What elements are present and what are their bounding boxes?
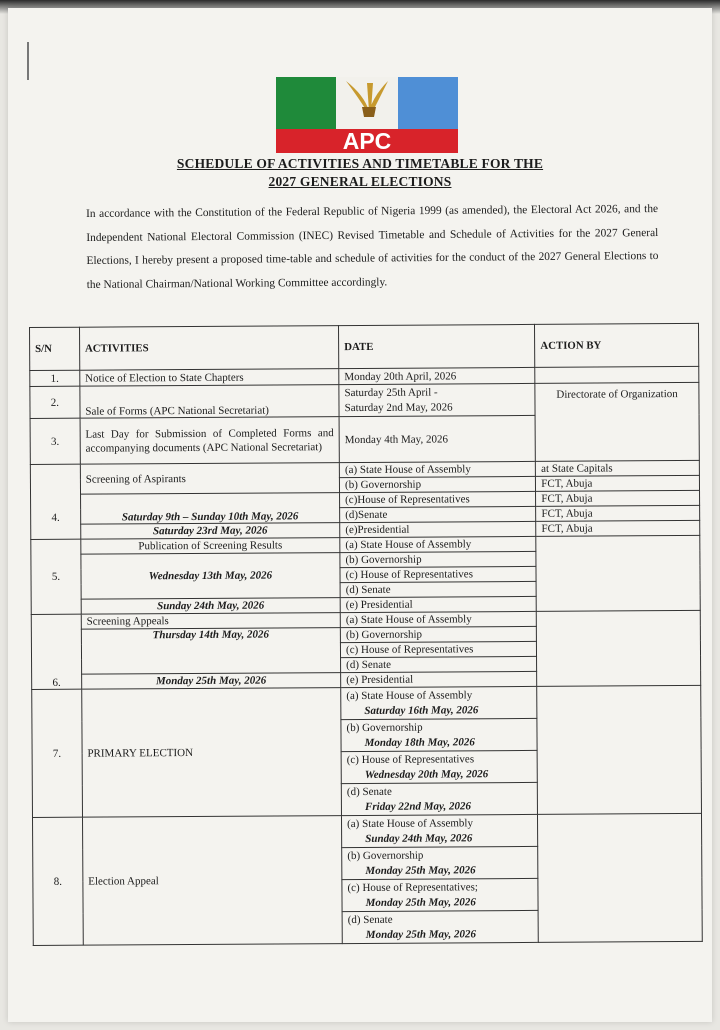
table-row: 7. PRIMARY ELECTION (a) State House of Assembly Saturday 16th May, 2026 [32,685,701,721]
header-activities: ACTIVITIES [79,326,339,371]
header-date: DATE [339,324,535,368]
table-row: 2. Sale of Forms (APC National Secretariat) Saturday 25th April - Saturday 2nd May, 2026 Directorate of Organization [30,382,699,418]
document-title-line2: 2027 GENERAL ELECTIONS [268,174,452,189]
document-title-line1: SCHEDULE OF ACTIVITIES AND TIMETABLE FOR THE [176,156,544,171]
table-header-row [30,323,699,370]
table-row: 1. Notice of Election to State Chapters Monday 20th April, 2026 [30,366,699,386]
svg-text:APC: APC [342,128,392,153]
schedule-table: S/N ACTIVITIES DATE ACTION BY 1. Notice of Election to State Chapters Monday 20th April, 2026 2. Sale of Forms (APC National Secretariat) Saturday 25th April - Saturday 2nd May, 2026 Directorate of Organization 3. Last Day for Submission of Completed Forms and accompanying documents (APC National Secretariat) Monday 4th May, 2026 4. Screening of Aspirants (a) State House of Assembly at State Capitals (b) Governorship FCT, Abuja Saturday 9th – Sunday 10th May, 2026 (c)House of Representatives FCT, Abuja (d)Senate FCT, Abuja Saturday 23rd May, 2026 (e)Presidential FCT, Abuja 5. Publication of Screening Results (a) State House of Assembly Wednesday 13th May, 2026 (b) Governorship (c) House of Representatives (d) Senate Sunday 24th May, 2026 (e) Presidential 6. Screening Appeals (a) State House of Assembly Thursday 14th May, 2026 (b) Governorship (c) House of Representatives (d) Senate Monday 25th May, 2026 (e) Presidential 7. PRIMARY ELECTION (a) State House of Assembly Saturday 16th May, 2026 (b) Governorship Monday 18th May, 2026 (c) House of Representatives Wednesday 20th May, 2026 (d) Senate Friday 22nd May, 2026 8. Election Appeal (a) State House of Assembly Sunday 24th May, 2026 (b) Governorship Monday 25th May, 2026 (c) House of Representatives; Monday 25th May, 2026 (d) Senate Monday 25th May, 2026 [29,323,703,946]
table-row: 5. Publication of Screening Results (a) State House of Assembly [31,535,700,554]
intro-paragraph: In accordance with the Constitution of the Federal Republic of Nigeria 1999 (as amended), the Electoral Act 2026, and the Independent National Electoral Commission (INEC) Revised Timetable and Schedule of Activities for the 2027 General Elections, I hereby present a proposed time-table and schedule of activities for the conduct of the 2027 General Elections to the National Chairman/National Working Committee accordingly. [86,203,659,291]
pen-mark [27,42,29,80]
table-row: 8. Election Appeal (a) State House of Assembly Sunday 24th May, 2026 [32,813,701,849]
apc-logo [276,77,458,153]
table-row: 6. Screening Appeals (a) State House of Assembly [31,610,700,629]
table-row: 3. Last Day for Submission of Completed Forms and accompanying documents (APC National Secretariat) Monday 4th May, 2026 [30,414,699,464]
table-row: 4. Screening of Aspirants (a) State House of Assembly at State Capitals [30,460,699,479]
header-action-by: ACTION BY [535,323,699,367]
header-sn: S/N [30,327,80,370]
